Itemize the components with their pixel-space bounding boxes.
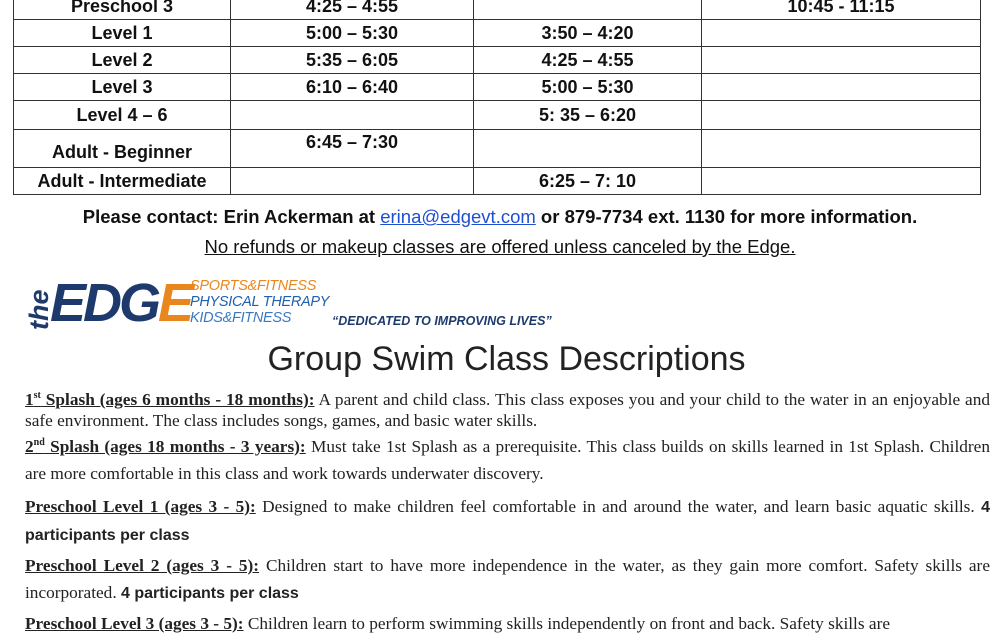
schedule-table [13,0,981,195]
class-text: A parent and child class. This class exposes you and your child to the water in an enjoyable and safe environment. The class includes songs, games, and basic water skills. [25,390,990,430]
class-title: Preschool Level 3 (ages 3 - 5): [25,614,244,633]
time-cell: 4:25 – 4:55 [474,47,702,74]
table-row [14,20,981,47]
time-cell [702,130,981,168]
time-cell [231,168,474,195]
logo-edge-text: EDG [50,273,159,333]
class-description [25,493,990,549]
time-cell [474,130,702,168]
logo-tagline [190,278,329,326]
class-text: Children start to have more independence in the water, as they gain more comfort. Safety skills are incorporated. [25,556,990,602]
level-cell: Level 3 [14,74,231,101]
class-title [25,390,315,409]
table-row [14,47,981,74]
time-cell [702,101,981,130]
time-cell: 6:10 – 6:40 [231,74,474,101]
logo-tag-therapy: PHYSICAL THERAPY [190,294,330,310]
level-cell: Level 4 – 6 [14,101,231,130]
level-cell: Level 2 [14,47,231,74]
ordinal-suffix: st [33,390,41,402]
refund-note: No refunds or makeup classes are offered unless canceled by the Edge. [204,236,796,257]
class-description [25,433,990,487]
participants-note: 4 participants per class [120,585,299,602]
logo-edge-accent: E [158,273,192,333]
contact-suffix: or 879-7734 ext. 1130 for more information. [535,206,918,227]
class-description [25,610,990,637]
time-cell: 5:00 – 5:30 [231,20,474,47]
table-row [14,101,981,130]
level-cell: Preschool 3 [14,0,231,20]
level-cell: Adult - Beginner [14,130,231,168]
class-description [25,389,990,431]
time-cell: 10:45 - 11:15 [702,0,981,20]
participants-note: 4 participants per class [25,499,990,544]
time-cell: 3:50 – 4:20 [474,20,702,47]
class-title: Preschool Level 1 (ages 3 - 5): [25,497,256,516]
time-cell [702,20,981,47]
class-text: Children learn to perform swimming skills independently on front and back. Safety skills are [243,614,891,633]
time-cell [702,47,981,74]
class-title: Preschool Level 2 (ages 3 - 5): [25,556,260,575]
time-cell [474,0,702,20]
edge-logo [24,273,552,336]
time-cell: 5:35 – 6:05 [231,47,474,74]
logo-the: the [24,289,54,330]
table-row [14,74,981,101]
page-title: Group Swim Class Descriptions [267,340,746,378]
contact-prefix: Please contact: Erin Ackerman at [82,206,381,227]
level-cell: Level 1 [14,20,231,47]
logo-tag-sports: SPORTS&FITNESS [190,278,317,294]
class-title-text: Splash (ages 6 months - 18 months): [40,390,315,409]
time-cell: 4:25 – 4:55 [231,0,474,20]
time-cell: 6:45 – 7:30 [231,130,474,168]
table-row [14,0,981,20]
class-text: Must take 1st Splash as a prerequisite. This class builds on skills learned in 1st Splash. Children are more comfortable in this class and work towards underwater discovery. [25,437,990,483]
class-description [25,552,990,607]
class-title-number: 1 [25,390,34,409]
class-title-text: Splash (ages 18 months - 3 years): [44,437,306,456]
logo-edge [50,272,191,334]
time-cell: 5: 35 – 6:20 [474,101,702,130]
contact-line [0,206,1000,228]
time-cell: 6:25 – 7: 10 [474,168,702,195]
time-cell [702,74,981,101]
table-row [14,130,981,168]
time-cell [231,101,474,130]
class-title-number: 2 [25,437,34,456]
time-cell [702,168,981,195]
level-cell: Adult - Intermediate [14,168,231,195]
class-title [25,437,306,456]
table-row [14,168,981,195]
email-link[interactable]: erina@edgevt.com [380,206,536,227]
ordinal-suffix: nd [33,437,45,449]
time-cell: 5:00 – 5:30 [474,74,702,101]
class-text: Designed to make children feel comfortable in and around the water, and learn basic aquatic skills. [255,497,982,516]
logo-motto: “DEDICATED TO IMPROVING LIVES” [332,314,552,328]
logo-tag-kids: KIDS&FITNESS [190,310,292,326]
